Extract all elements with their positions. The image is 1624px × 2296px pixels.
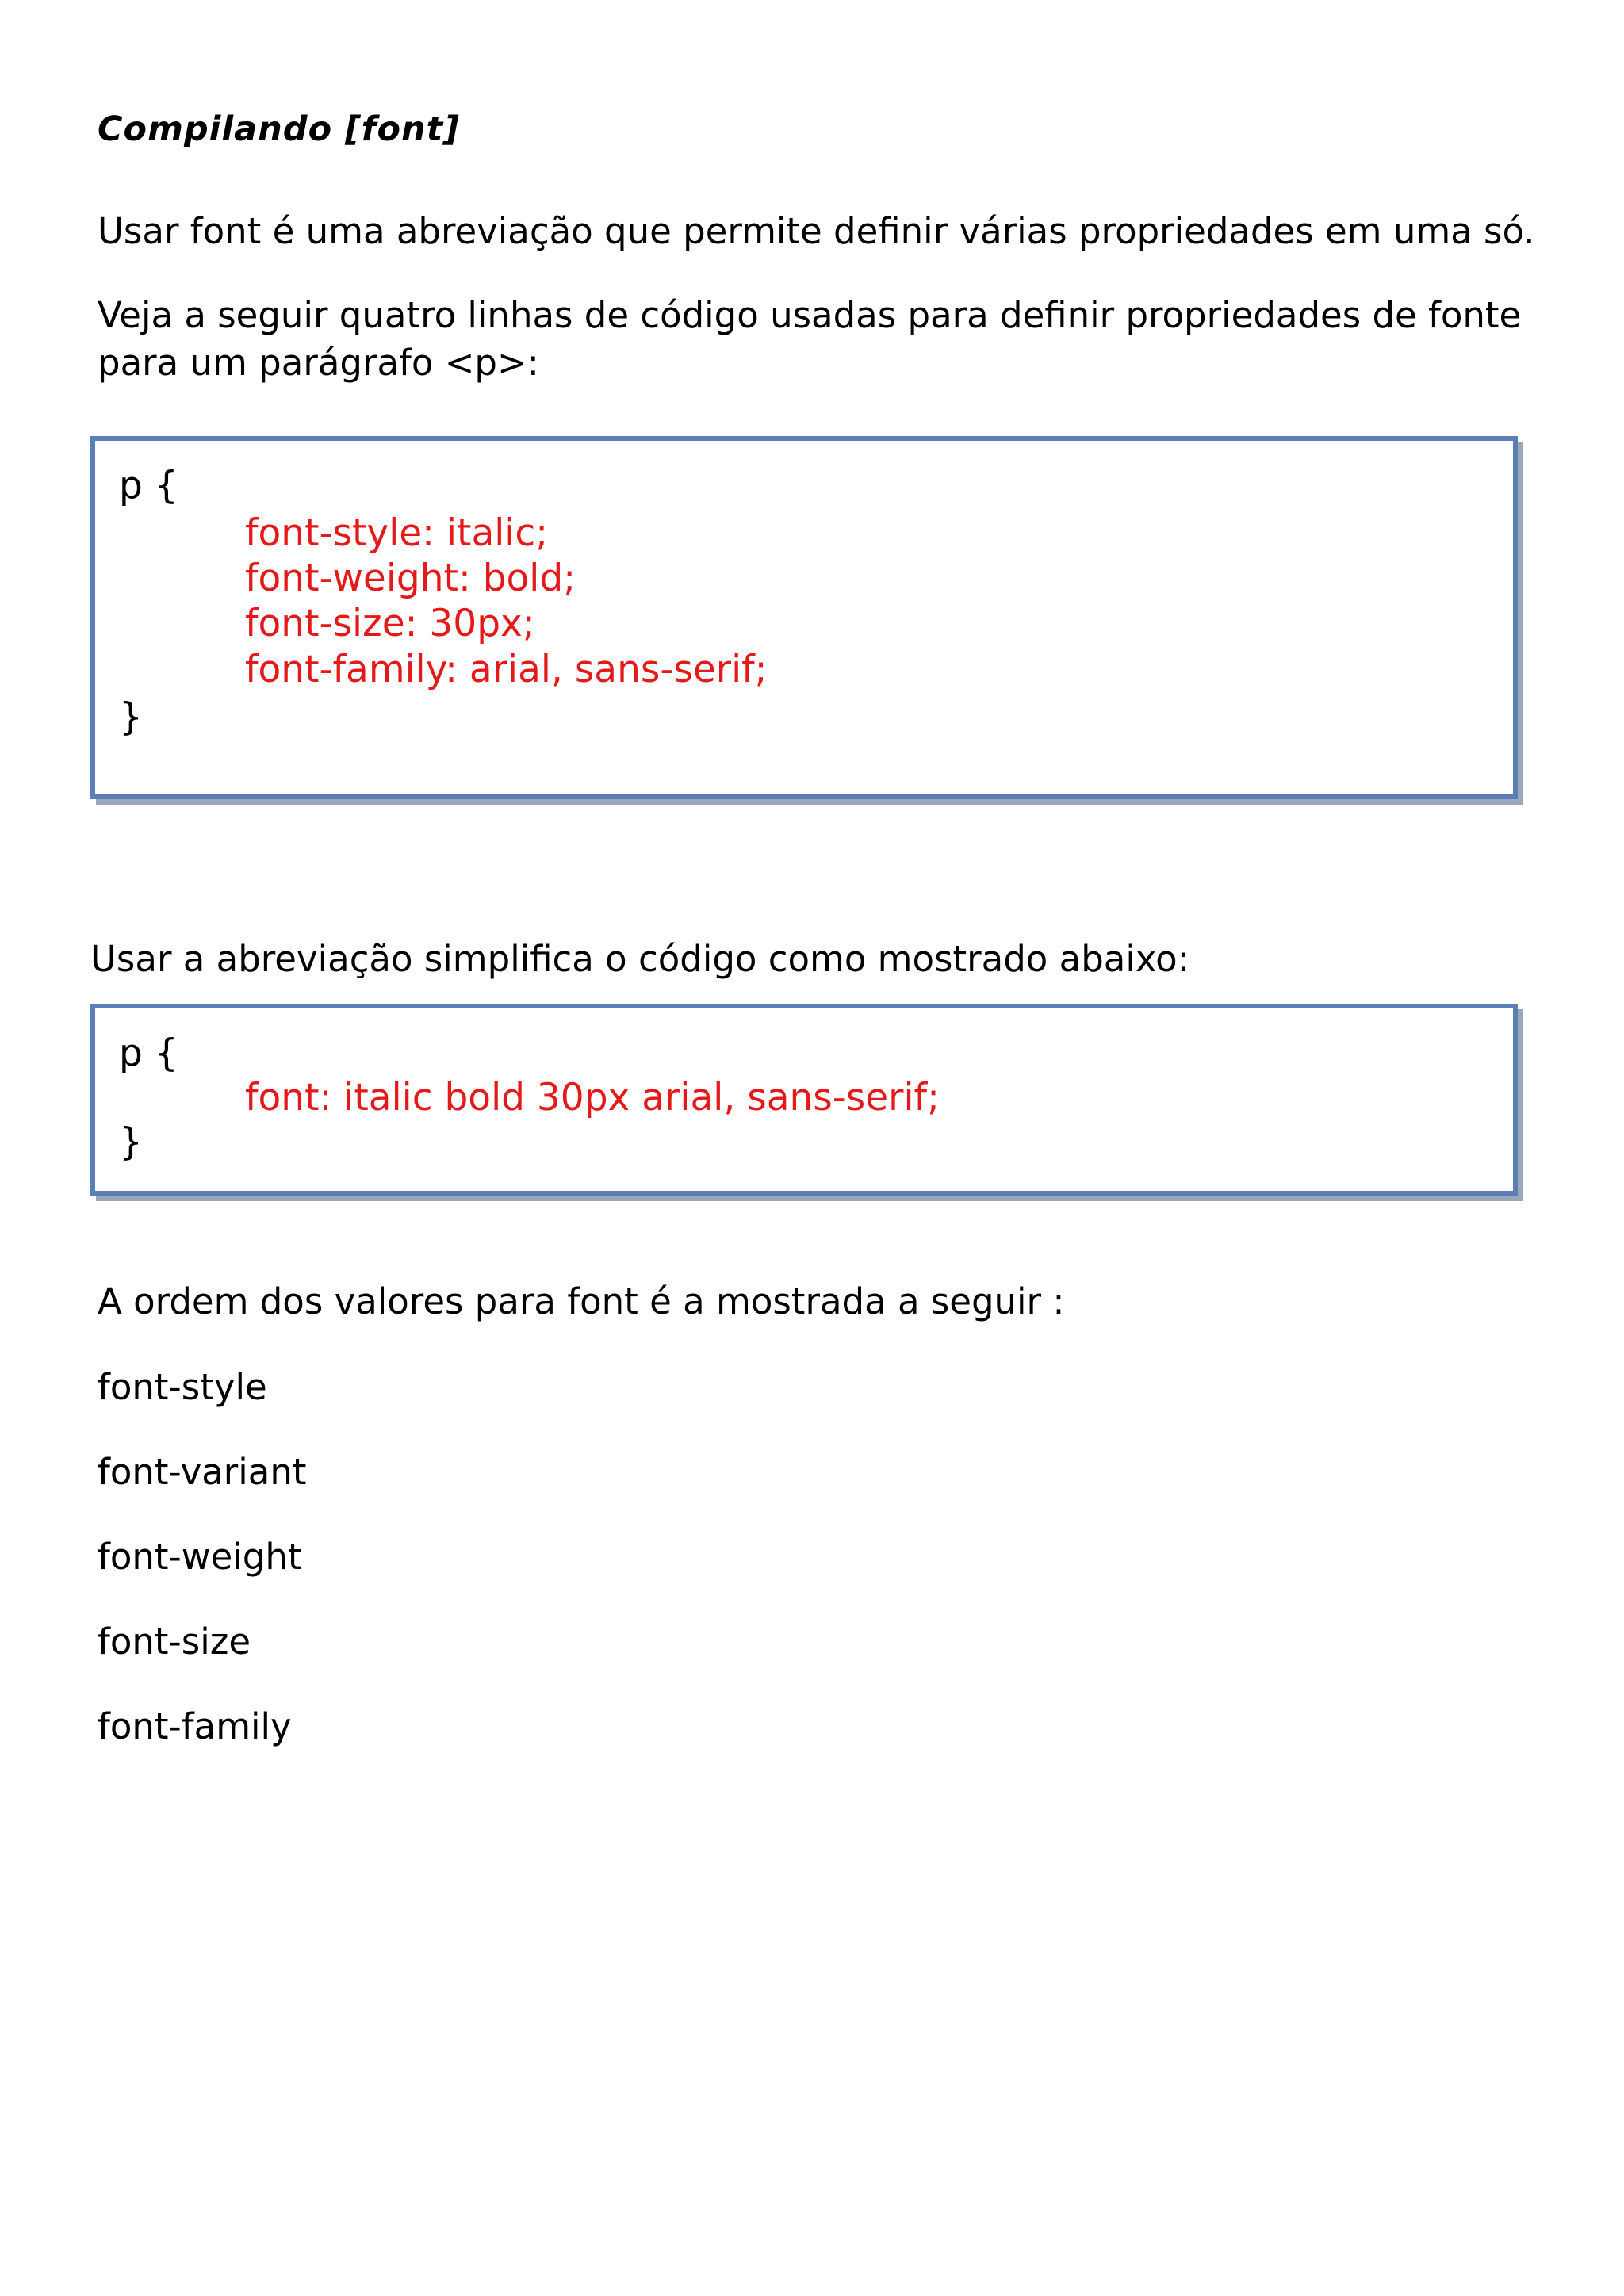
- code-block-shorthand: [90, 1004, 1518, 1196]
- code-line-font-shorthand: font: italic bold 30px arial, sans-serif;: [245, 1076, 940, 1119]
- order-item-font-family: font-family: [98, 1705, 292, 1747]
- code-selector-close: }: [119, 695, 143, 739]
- code-selector-open: p {: [119, 464, 178, 507]
- example-intro-paragraph: Veja a seguir quatro linhas de código usadas para definir propriedades de fonte para um parágrafo <p>:: [98, 294, 1522, 384]
- code-line-font-size: font-size: 30px;: [245, 602, 535, 645]
- code-selector-close: }: [119, 1120, 143, 1164]
- order-item-font-variant: font-variant: [98, 1451, 307, 1493]
- code-line-font-weight: font-weight: bold;: [245, 557, 576, 600]
- code-block-longhand: [90, 436, 1518, 799]
- code-selector-open: p {: [119, 1031, 178, 1075]
- intro-paragraph: Usar font é uma abreviação que permite definir várias propriedades em uma só.: [98, 210, 1535, 252]
- shorthand-intro-paragraph: Usar a abreviação simplifica o código como mostrado abaixo:: [90, 938, 1189, 980]
- order-intro-paragraph: A ordem dos valores para font é a mostrada a seguir :: [98, 1280, 1065, 1322]
- order-item-font-size: font-size: [98, 1621, 251, 1663]
- page-title: Compilando [font]: [98, 109, 460, 149]
- order-item-font-weight: font-weight: [98, 1536, 302, 1578]
- order-item-font-style: font-style: [98, 1366, 267, 1408]
- code-line-font-style: font-style: italic;: [245, 511, 549, 555]
- code-line-font-family: font-family: arial, sans-serif;: [245, 648, 768, 691]
